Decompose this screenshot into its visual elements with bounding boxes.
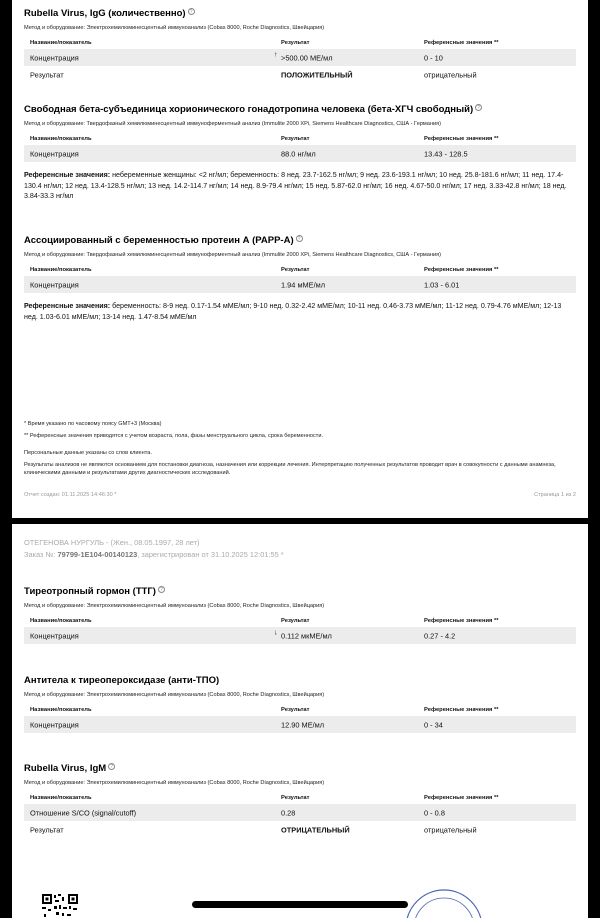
table-header: Название/показатель Результат Референсные значения ** xyxy=(30,618,499,624)
info-icon[interactable]: ? xyxy=(188,8,195,15)
pappa-section xyxy=(24,235,576,322)
stamp-seal xyxy=(404,888,484,918)
reference-values: Референсные значения: небеременные женщины: <2 нг/мл; беременность: 8 нед. 23.7-162.5 нг/мл; 9 нед. 23.6-193.1 нг/мл; 10 нед. 25.8-181.6 нг/мл; 11 нед. 17.4-130.4 нг/мл; 12 нед. 13.4-128.5 нг/мл; 13 нед. 14.2-114.7 нг/мл; 14 нед. 8.9-79.4 нг/мл; 15 нед. 5.87-62.0 нг/мл; 16 нед. 4.67-50.0 нг/мл; 17 нед. 3.33-42.8 нг/мл; 18 нед. 3.84-33.3 нг/мл xyxy=(24,171,567,200)
section-title: Тиреотропный гормон (ТТГ) ? xyxy=(24,586,576,597)
info-icon[interactable]: ? xyxy=(296,235,303,242)
table-row: Концентрация ↓ 0.112 мкМЕ/мл 0.27 - 4.2 xyxy=(24,627,576,644)
page-number: Страница 1 из 2 xyxy=(534,492,576,498)
info-icon[interactable]: ? xyxy=(158,586,165,593)
method-text: Метод и оборудование: Твердофазный хемилюминесцентный иммуноферментный анализ (Immulite 2000 XPi, Siemens Healthcare Diagnostics, США - Германия) xyxy=(24,121,441,127)
tsh-section xyxy=(24,586,576,644)
table-row: Результат ОТРИЦАТЕЛЬНЫЙ отрицательный xyxy=(30,825,477,834)
arrow-up-icon: ↑ xyxy=(274,51,278,58)
method-text: Метод и оборудование: Твердофазный хемилюминесцентный иммуноферментный анализ (Immulite 2000 XPi, Siemens Healthcare Diagnostics, США - Германия) xyxy=(24,252,441,258)
qr-code xyxy=(42,894,78,918)
footnote-disclaimer: Результаты анализов не являются основанием для постановки диагноза, назначения или коррекции лечения. Интерпретацию полученных результатов проводит врач в совокупности с данными анамнеза, клиническими данными и результатами других диагностических исследований. xyxy=(24,462,556,476)
rubella-igm-section xyxy=(24,763,576,838)
footnote-personal: Персональные данные указаны со слов клиента. xyxy=(24,450,152,456)
home-indicator[interactable] xyxy=(192,901,408,908)
report-page-2 xyxy=(12,524,588,918)
patient-info: ОТЕГЕНОВА НУРГУЛЬ - (Жен., 08.05.1997, 28 лет) xyxy=(24,538,200,547)
footnote-refs: ** Референсные значения приводятся с учетом возраста, пола, фазы менструального цикла, срока беременности. xyxy=(24,433,324,439)
order-info: Заказ №: 79799-1E104-00140123, зарегистрирован от 31.10.2025 12:01:55 * xyxy=(24,550,284,559)
section-title: Свободная бета-субъединица хорионического гонадотропина человека (бета-ХГЧ свободный) ? xyxy=(24,104,576,115)
table-row: Концентрация 12.90 МЕ/мл 0 - 34 xyxy=(24,716,576,733)
section-title: Rubella Virus, IgG (количественно) ? xyxy=(24,8,576,19)
section-title: Антитела к тиреопероксидазе (анти-ТПО) xyxy=(24,675,220,686)
arrow-down-icon: ↓ xyxy=(274,629,278,636)
report-page-1 xyxy=(12,0,588,518)
report-created: Отчет создан: 01.11.2025 14:46:30 * xyxy=(24,492,117,498)
footnote-time: * Время указано по часовому поясу GMT+3 (Москва) xyxy=(24,421,162,427)
method-text: Метод и оборудование: Электрохемилюминесцентный иммуноанализ (Cobas 8000, Roche Diagnostics, Швейцария) xyxy=(24,25,325,31)
info-icon[interactable]: ? xyxy=(475,104,482,111)
table-header: Название/показатель Результат Референсные значения ** xyxy=(30,40,499,46)
beta-hcg-section xyxy=(24,104,576,202)
table-row: Концентрация 88.0 нг/мл 13.43 - 128.5 xyxy=(24,145,576,162)
table-header: Название/показатель Результат Референсные значения ** xyxy=(30,267,499,273)
reference-values: Референсные значения: беременность: 8-9 нед. 0.17-1.54 мМЕ/мл; 9-10 нед. 0.32-2.42 мМЕ/мл; 10-11 нед. 0.46-3.73 мМЕ/мл; 11-12 нед. 0.79-4.76 мМЕ/мл; 12-13 нед. 1.03-6.01 мМЕ/мл; 13-14 нед. 1.47-8.54 мМЕ/мл xyxy=(24,302,562,321)
method-text: Метод и оборудование: Электрохемилюминесцентный иммуноанализ (Cobas 8000, Roche Diagnostics, Швейцария) xyxy=(24,780,325,786)
method-text: Метод и оборудование: Электрохемилюминесцентный иммуноанализ (Cobas 8000, Roche Diagnostics, Швейцария) xyxy=(24,603,325,609)
method-text: Метод и оборудование: Электрохемилюминесцентный иммуноанализ (Cobas 8000, Roche Diagnostics, Швейцария) xyxy=(24,692,325,698)
section-title: Rubella Virus, IgM ? xyxy=(24,763,576,774)
rubella-igg-section xyxy=(24,8,576,83)
table-header: Название/показатель Результат Референсные значения ** xyxy=(30,707,499,713)
table-header: Название/показатель Результат Референсные значения ** xyxy=(30,136,499,142)
table-row: Концентрация ↑ >500.00 МЕ/мл 0 - 10 xyxy=(24,49,576,66)
section-title: Ассоциированный с беременностью протеин А (PAPP-A) ? xyxy=(24,235,576,246)
table-header: Название/показатель Результат Референсные значения ** xyxy=(30,795,499,801)
table-row: Концентрация 1.94 мМЕ/мл 1.03 - 6.01 xyxy=(24,276,576,293)
anti-tpo-section xyxy=(24,675,576,733)
table-row: Отношение S/CO (signal/cutoff) 0.28 0 - 0.8 xyxy=(24,804,576,821)
table-row: Результат ПОЛОЖИТЕЛЬНЫЙ отрицательный xyxy=(30,70,477,79)
info-icon[interactable]: ? xyxy=(108,763,115,770)
